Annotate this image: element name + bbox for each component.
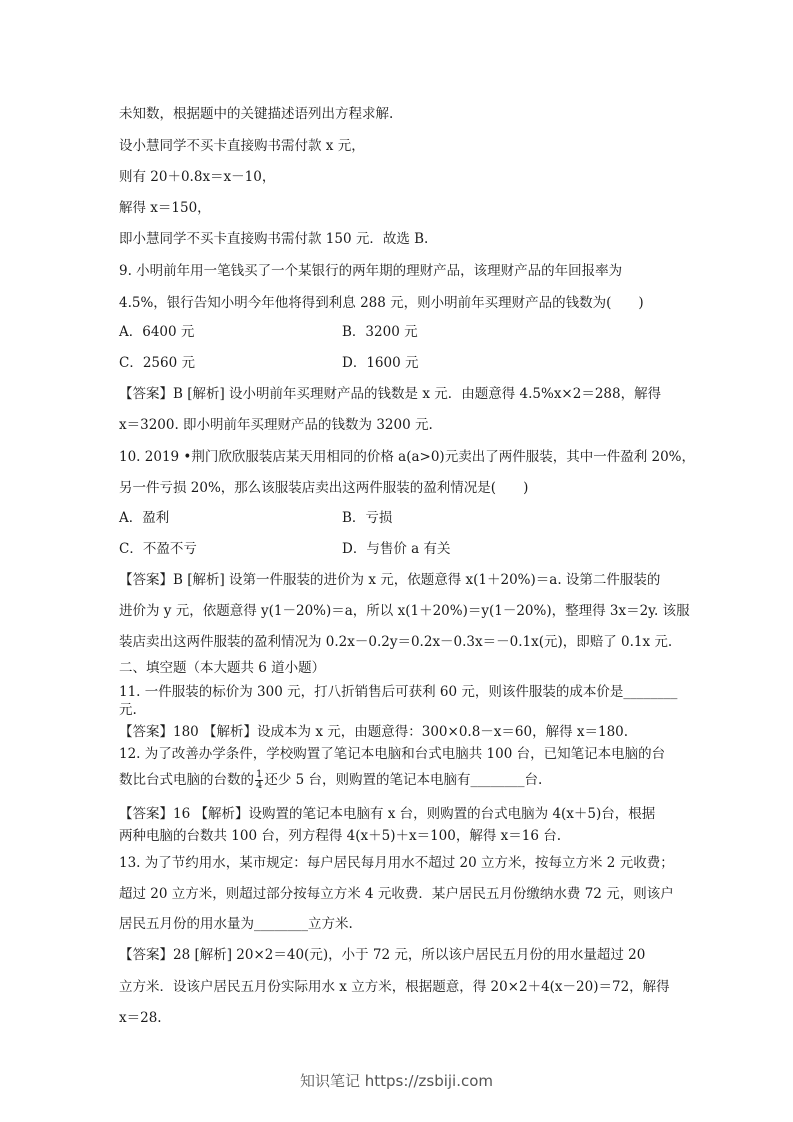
site-watermark: 知识笔记 https://zsbiji.com bbox=[299, 1072, 494, 1090]
q12-text-before: 数比台式电脑的台数的 bbox=[119, 772, 254, 788]
section-heading: 二、填空题（本大题共 6 道小题） bbox=[119, 660, 326, 676]
q12-text-after: 还少 5 台，则购置的笔记本电脑有________台. bbox=[264, 772, 543, 788]
text-line: 设小慧同学不买卡直接购书需付款 x 元， bbox=[119, 138, 365, 154]
q9-option-d: D．1600 元 bbox=[342, 355, 419, 371]
question-12-stem bbox=[119, 770, 681, 791]
question-10-stem: 另一件亏损 20%，那么该服装店卖出这两件服装的盈利情况是( ) bbox=[119, 480, 529, 496]
q13-answer: 立方米．设该户居民五月份实际用水 x 立方米，根据题意，得 20×2＋4(x－20)＝72，解得 bbox=[119, 979, 670, 995]
fraction-denominator: 4 bbox=[256, 780, 263, 791]
question-11-stem: 元. bbox=[119, 702, 137, 718]
q10-answer: 进价为 y 元，依题意得 y(1－20%)＝a，所以 x(1＋20%)＝y(1－20%)，整理得 3x＝2y. 该服 bbox=[119, 603, 690, 619]
question-13-stem: 居民五月份的用水量为________立方米. bbox=[119, 916, 353, 932]
q9-option-c: C．2560 元 bbox=[119, 355, 195, 371]
question-10-stem: 10. 2019 •荆门欣欣服装店某天用相同的价格 a(a>0)元卖出了两件服装，其中一件盈利 20%， bbox=[119, 449, 695, 465]
text-line: 即小慧同学不买卡直接购书需付款 150 元．故选 B. bbox=[119, 231, 429, 247]
fraction-numerator: 1 bbox=[256, 769, 263, 780]
q10-option-d: D．与售价 a 有关 bbox=[342, 541, 451, 557]
fraction-one-quarter bbox=[255, 770, 263, 791]
text-line: 则有 20＋0.8x＝x－10， bbox=[119, 169, 276, 185]
q10-answer: 【答案】B [解析] 设第一件服装的进价为 x 元，依题意得 x(1＋20%)＝a. 设第二件服装的 bbox=[119, 572, 661, 588]
question-13-stem: 13. 为了节约用水，某市规定：每户居民每月用水不超过 20 立方米，按每立方米 2 元收费； bbox=[119, 855, 674, 871]
question-12-stem: 12. 为了改善办学条件，学校购置了笔记本电脑和台式电脑共 100 台，已知笔记本电脑的台 bbox=[119, 746, 666, 762]
q10-option-a: A．盈利 bbox=[119, 510, 170, 526]
question-9-stem: 9. 小明前年用一笔钱买了一个某银行的两年期的理财产品，该理财产品的年回报率为 bbox=[119, 263, 623, 279]
q11-answer: 【答案】180 【解析】设成本为 x 元，由题意得：300×0.8－x＝60，解得 x＝180. bbox=[119, 724, 629, 740]
q10-option-b: B．亏损 bbox=[342, 510, 393, 526]
q12-answer: 【答案】16 【解析】设购置的笔记本电脑有 x 台，则购置的台式电脑为 4(x＋5)台，根据 bbox=[119, 806, 656, 822]
q12-answer: 两种电脑的台数共 100 台，列方程得 4(x＋5)＋x＝100，解得 x＝16 台. bbox=[119, 828, 562, 844]
q9-answer: 【答案】B [解析] 设小明前年买理财产品的钱数是 x 元．由题意得 4.5%x×2＝288，解得 bbox=[119, 386, 662, 402]
q13-answer: 【答案】28 [解析] 20×2＝40(元)，小于 72 元，所以该户居民五月份的用水量超过 20 bbox=[119, 947, 646, 963]
question-9-stem: 4.5%，银行告知小明今年他将得到利息 288 元，则小明前年买理财产品的钱数为( ) bbox=[119, 295, 644, 311]
q9-option-a: A．6400 元 bbox=[119, 324, 195, 340]
q9-option-b: B．3200 元 bbox=[342, 324, 418, 340]
question-13-stem: 超过 20 立方米，则超过部分按每立方米 4 元收费．某户居民五月份缴纳水费 72 元，则该户 bbox=[119, 886, 674, 902]
q13-answer: x＝28. bbox=[119, 1010, 162, 1026]
q10-answer: 装店卖出这两件服装的盈利情况为 0.2x－0.2y＝0.2x－0.3x＝－0.1x(元)，即赔了 0.1x 元. bbox=[119, 634, 673, 650]
q9-answer: x＝3200. 即小明前年买理财产品的钱数为 3200 元. bbox=[119, 417, 433, 433]
q10-option-c: C．不盈不亏 bbox=[119, 541, 197, 557]
text-line: 解得 x＝150， bbox=[119, 200, 211, 216]
question-11-stem: 11. 一件服装的标价为 300 元，打八折销售后可获利 60 元，则该件服装的成本价是________ bbox=[119, 684, 678, 700]
text-line: 未知数，根据题中的关键描述语列出方程求解. bbox=[119, 106, 394, 122]
